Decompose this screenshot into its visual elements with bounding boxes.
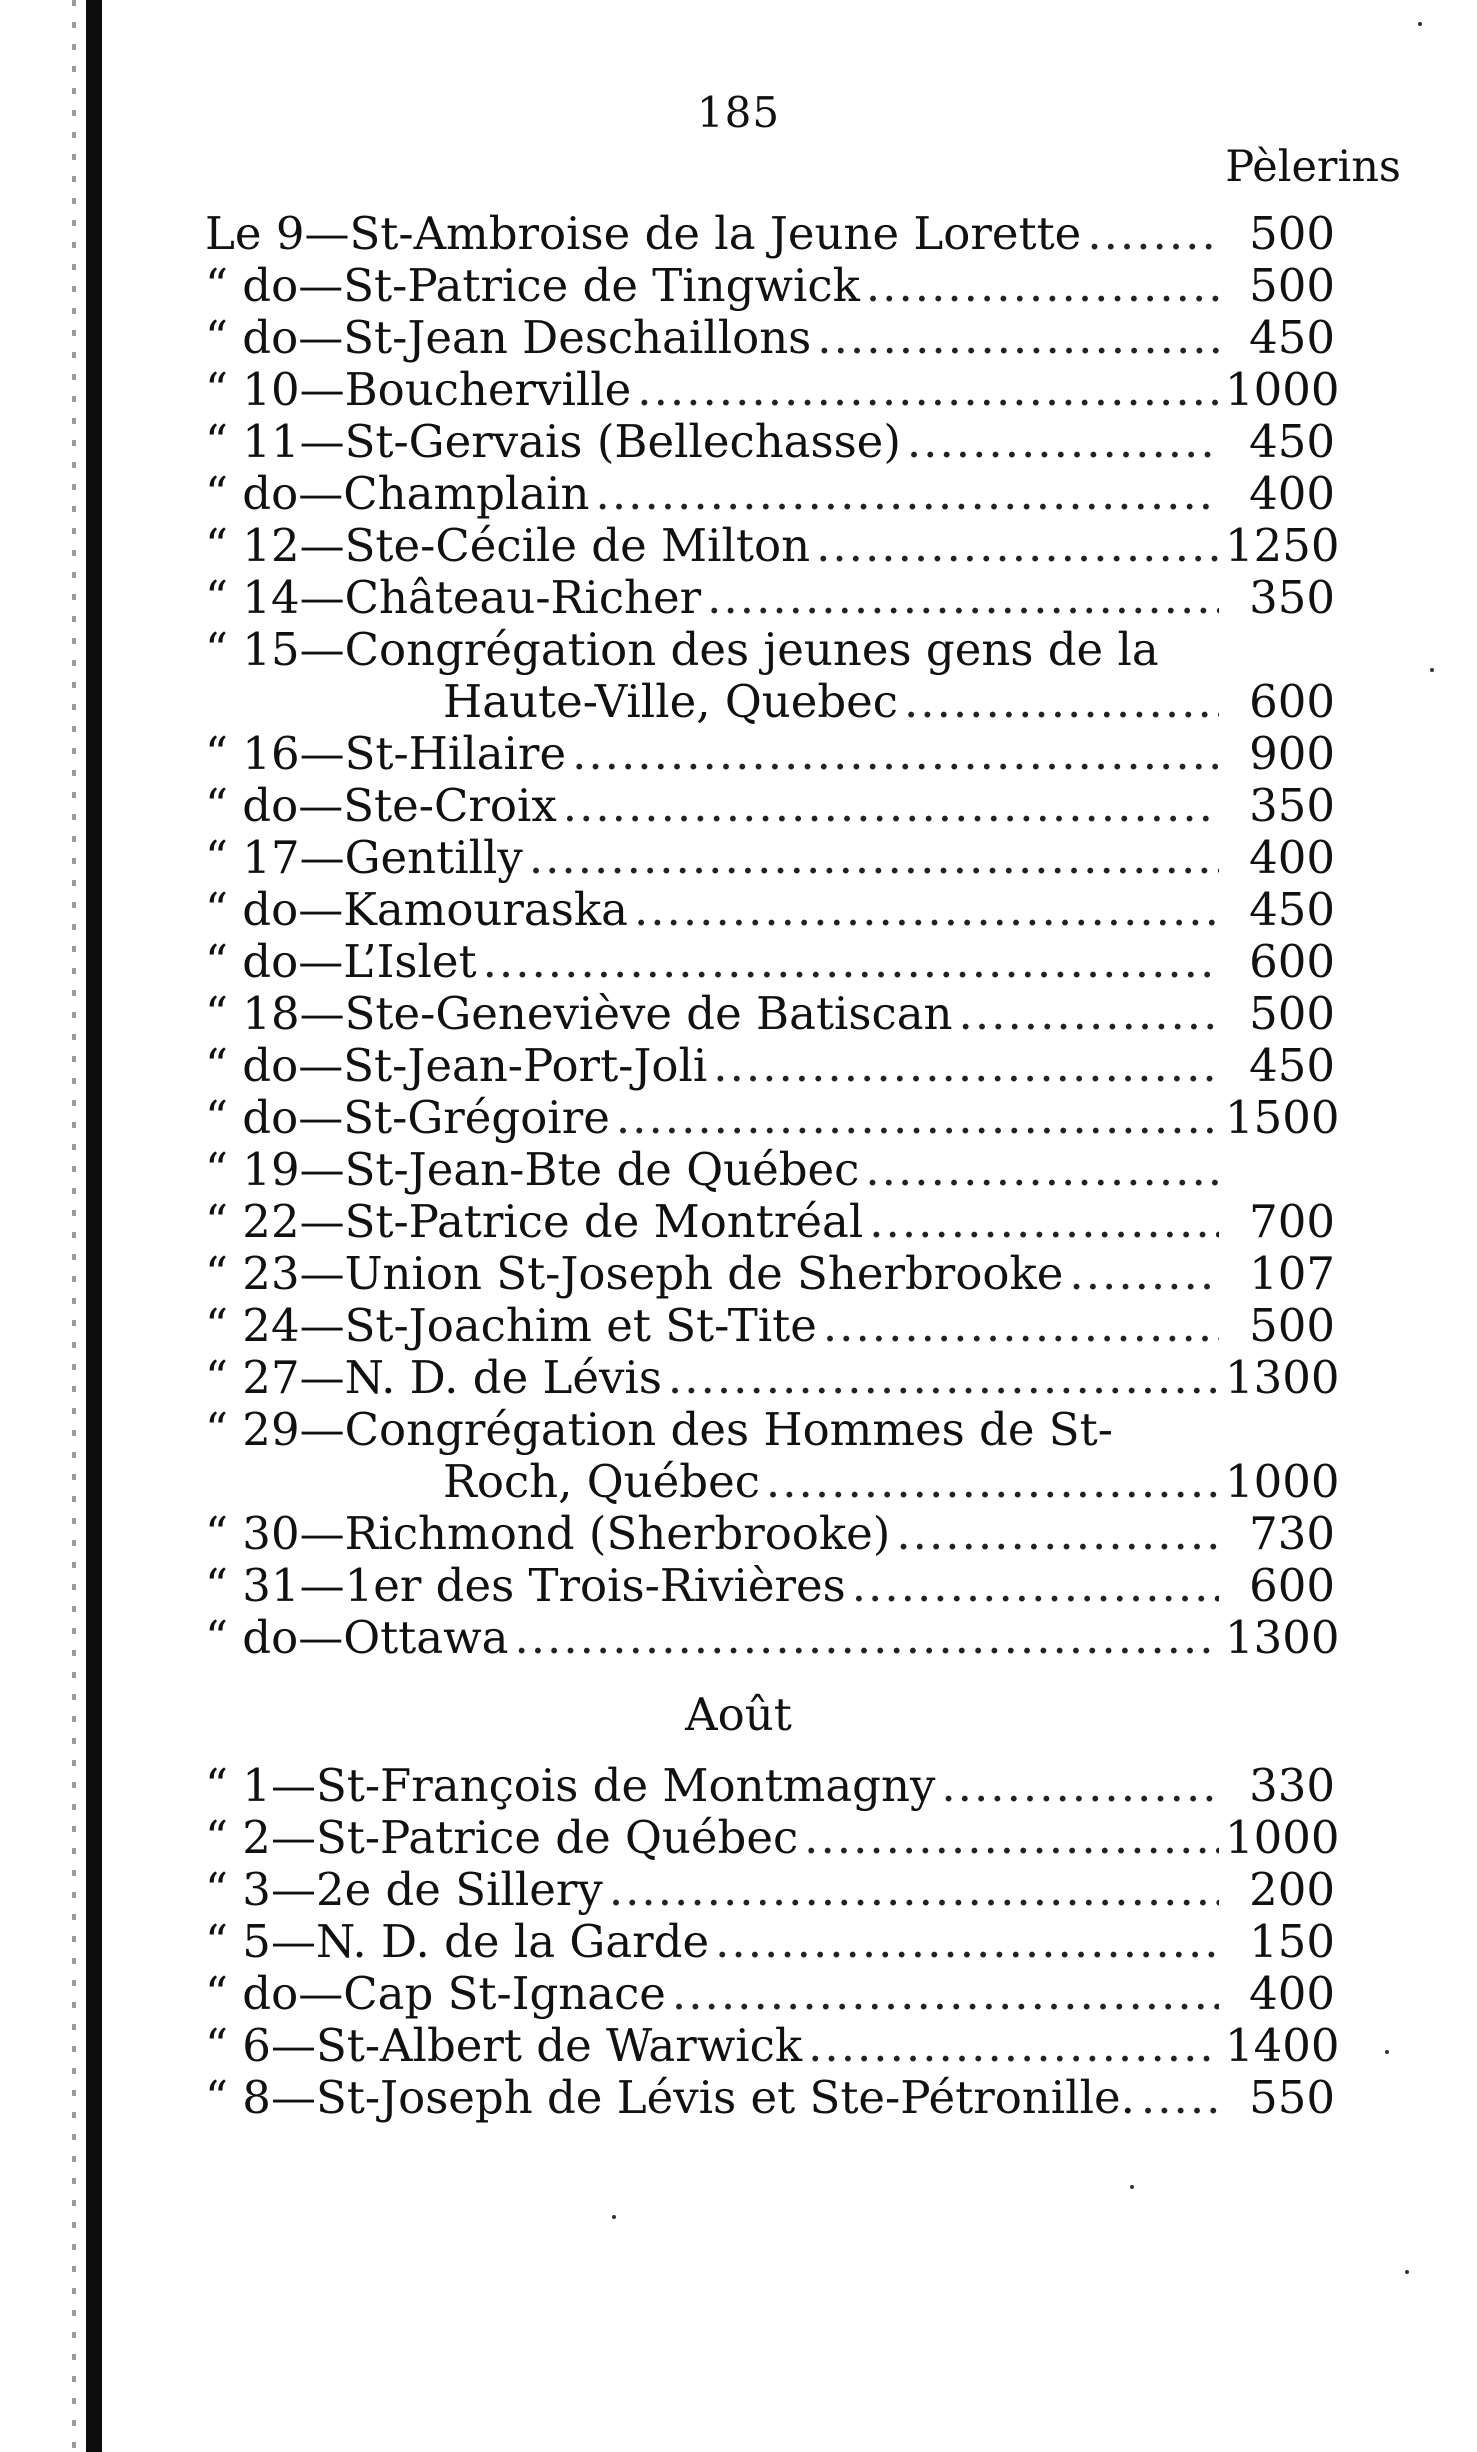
- list-item: “ 8—St-Joseph de Lévis et Ste-Pétronille. ..... 550: [205, 2072, 1335, 2124]
- list-item: “ 18—Ste-Geneviève de Batiscan ..... 500: [205, 988, 1335, 1040]
- pilgrimage-list-august: [205, 1759, 1340, 2124]
- page-number: 185: [696, 88, 781, 137]
- list-item: “ do—St-Patrice de Tingwick ..... 500: [205, 260, 1335, 312]
- list-item: “ do—Ste-Croix ..... 350: [205, 780, 1335, 832]
- list-item: “ 27—N. D. de Lévis ..... 1300: [205, 1352, 1335, 1404]
- book-binding-edge: [86, 0, 102, 2452]
- column-header-pilgrims: Pèlerins: [1225, 142, 1401, 192]
- list-item: “ do—Ottawa ..... 1300: [205, 1612, 1335, 1664]
- list-item: “ 11—St-Gervais (Bellechasse) ..... 450: [205, 416, 1335, 468]
- list-item: “ do—L’Islet ..... 600: [205, 936, 1335, 988]
- list-item: “ do—Champlain ..... 400: [205, 468, 1335, 520]
- list-item: “ 5—N. D. de la Garde ..... 150: [205, 1916, 1335, 1968]
- pilgrimage-list-july: [205, 207, 1340, 1664]
- ink-speck: [1405, 2270, 1409, 2274]
- list-item-continuation: Haute-Ville, Quebec ..... 600: [205, 676, 1335, 728]
- list-item: “ 1—St-François de Montmagny ..... 330: [205, 1760, 1335, 1812]
- ink-speck: [612, 2215, 616, 2219]
- ink-speck: [1418, 22, 1422, 26]
- list-item: “ do—Cap St-Ignace ..... 400: [205, 1968, 1335, 2020]
- list-item: “ 3—2e de Sillery ..... 200: [205, 1864, 1335, 1916]
- list-item: “ 10—Boucherville ..... 1000: [205, 364, 1335, 416]
- section-title-august: Août: [685, 1688, 792, 1741]
- list-item: “ 24—St-Joachim et St-Tite ..... 500: [205, 1300, 1335, 1352]
- list-item-continuation: Roch, Québec ..... 1000: [205, 1456, 1335, 1508]
- list-item: “ 6—St-Albert de Warwick ..... 1400: [205, 2020, 1335, 2072]
- ink-speck: [1430, 668, 1434, 672]
- list-item: “ 17—Gentilly ..... 400: [205, 832, 1335, 884]
- list-item: “ 29—Congrégation des Hommes de St-: [205, 1403, 1113, 1456]
- list-item: “ 12—Ste-Cécile de Milton ..... 1250: [205, 520, 1335, 572]
- list-item: “ do—St-Jean-Port-Joli ..... 450: [205, 1040, 1335, 1092]
- list-item: “ do—St-Grégoire ..... 1500: [205, 1092, 1335, 1144]
- list-item: “ 16—St-Hilaire ..... 900: [205, 728, 1335, 780]
- list-item: “ 14—Château-Richer ..... 350: [205, 572, 1335, 624]
- list-item: “ do—Kamouraska ..... 450: [205, 884, 1335, 936]
- list-item: “ 31—1er des Trois-Rivières ..... 600: [205, 1560, 1335, 1612]
- list-item: “ 19—St-Jean-Bte de Québec .....: [205, 1144, 1335, 1196]
- list-item: “ 15—Congrégation des jeunes gens de la: [205, 623, 1159, 676]
- list-item: “ 2—St-Patrice de Québec ..... 1000: [205, 1812, 1335, 1864]
- list-item: “ 23—Union St-Joseph de Sherbrooke ..... 107: [205, 1248, 1335, 1300]
- list-item: “ 22—St-Patrice de Montréal ..... 700: [205, 1196, 1335, 1248]
- binding-shadow: [72, 0, 76, 2452]
- list-item: “ 30—Richmond (Sherbrooke) ..... 730: [205, 1508, 1335, 1560]
- list-item: “ do—St-Jean Deschaillons ..... 450: [205, 312, 1335, 364]
- ink-speck: [1130, 2185, 1134, 2189]
- ink-speck: [1385, 2050, 1389, 2054]
- list-item: Le 9—St-Ambroise de la Jeune Lorette ..... 500: [205, 208, 1335, 260]
